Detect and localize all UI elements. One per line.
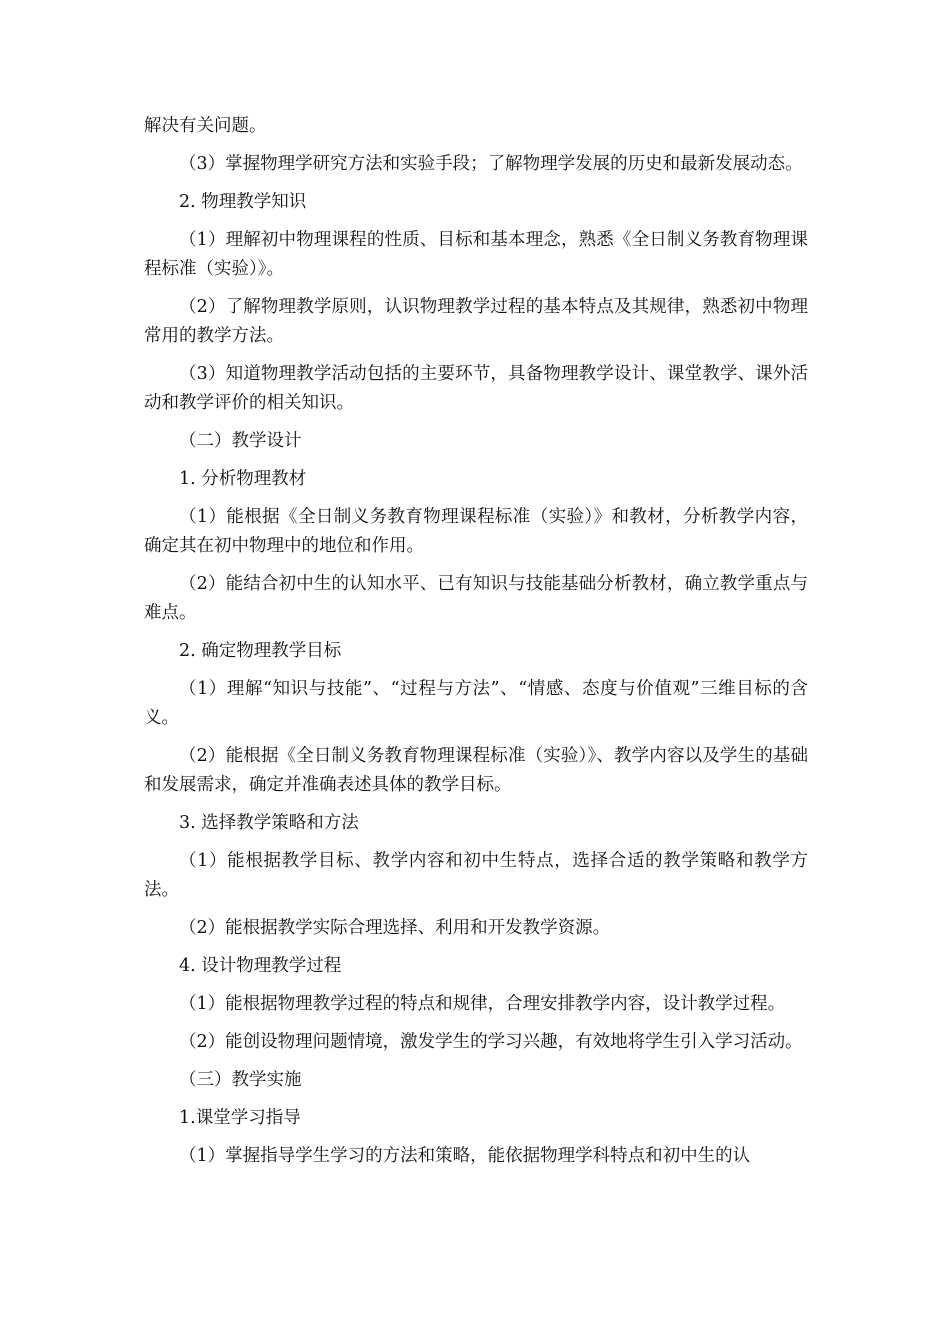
paragraph-item-2-resources: （2）能根据教学实际合理选择、利用和开发教学资源。 bbox=[179, 918, 611, 938]
paragraph-item-2-principles: （2）了解物理教学原则，认识物理教学过程的基本特点及其规律，熟悉初中物理常用的教学方法。 bbox=[144, 297, 808, 346]
paragraph-item-1-guidance-methods: （1）掌握指导学生学习的方法和策略，能依据物理学科特点和初中生的认 bbox=[179, 1146, 751, 1166]
subsection-heading-analyze-materials: 1. 分析物理教材 bbox=[179, 469, 307, 489]
paragraph-item-2-specific-goals: （2）能根据《全日制义务教育物理课程标准（实验）》、教学内容以及学生的基础和发展需求，确定并准确表述具体的教学目标。 bbox=[144, 746, 808, 795]
paragraph-item-1-three-dimensional-goals: （1）理解“知识与技能”、“过程与方法”、“情感、态度与价值观”三维目标的含义。 bbox=[144, 679, 808, 728]
section-heading-teaching-knowledge: 2. 物理教学知识 bbox=[179, 192, 307, 212]
paragraph-item-1-arrange-content: （1）能根据物理教学过程的特点和规律，合理安排教学内容，设计教学过程。 bbox=[179, 994, 786, 1014]
section-heading-teaching-implementation: （三）教学实施 bbox=[179, 1070, 302, 1090]
paragraph-item-3-research-methods: （3）掌握物理学研究方法和实验手段；了解物理学发展的历史和最新发展动态。 bbox=[179, 154, 803, 174]
paragraph-item-2-key-points: （2）能结合初中生的认知水平、已有知识与技能基础分析教材，确立教学重点与难点。 bbox=[144, 574, 808, 623]
paragraph-item-2-problem-situation: （2）能创设物理问题情境，激发学生的学习兴趣，有效地将学生引入学习活动。 bbox=[179, 1032, 803, 1052]
subsection-heading-strategies: 3. 选择教学策略和方法 bbox=[179, 813, 359, 833]
subsection-heading-classroom-guidance: 1.课堂学习指导 bbox=[179, 1108, 301, 1128]
subsection-heading-teaching-goals: 2. 确定物理教学目标 bbox=[179, 641, 342, 661]
paragraph-item-3-activities: （3）知道物理教学活动包括的主要环节，具备物理教学设计、课堂教学、课外活动和教学评价的相关知识。 bbox=[144, 364, 808, 413]
paragraph-item-1-analyze-content: （1）能根据《全日制义务教育物理课程标准（实验）》和教材，分析教学内容，确定其在初中物理中的地位和作用。 bbox=[144, 507, 808, 556]
document-body bbox=[144, 112, 808, 1180]
paragraph-item-1-choose-strategy: （1）能根据教学目标、教学内容和初中生特点，选择合适的教学策略和教学方法。 bbox=[144, 851, 808, 900]
paragraph-item-1-curriculum: （1）理解初中物理课程的性质、目标和基本理念，熟悉《全日制义务教育物理课程标准（实验）》。 bbox=[144, 230, 808, 279]
section-heading-teaching-design: （二）教学设计 bbox=[179, 431, 302, 451]
subsection-heading-teaching-process: 4. 设计物理教学过程 bbox=[179, 956, 342, 976]
paragraph-continuation: 解决有关问题。 bbox=[144, 116, 267, 136]
